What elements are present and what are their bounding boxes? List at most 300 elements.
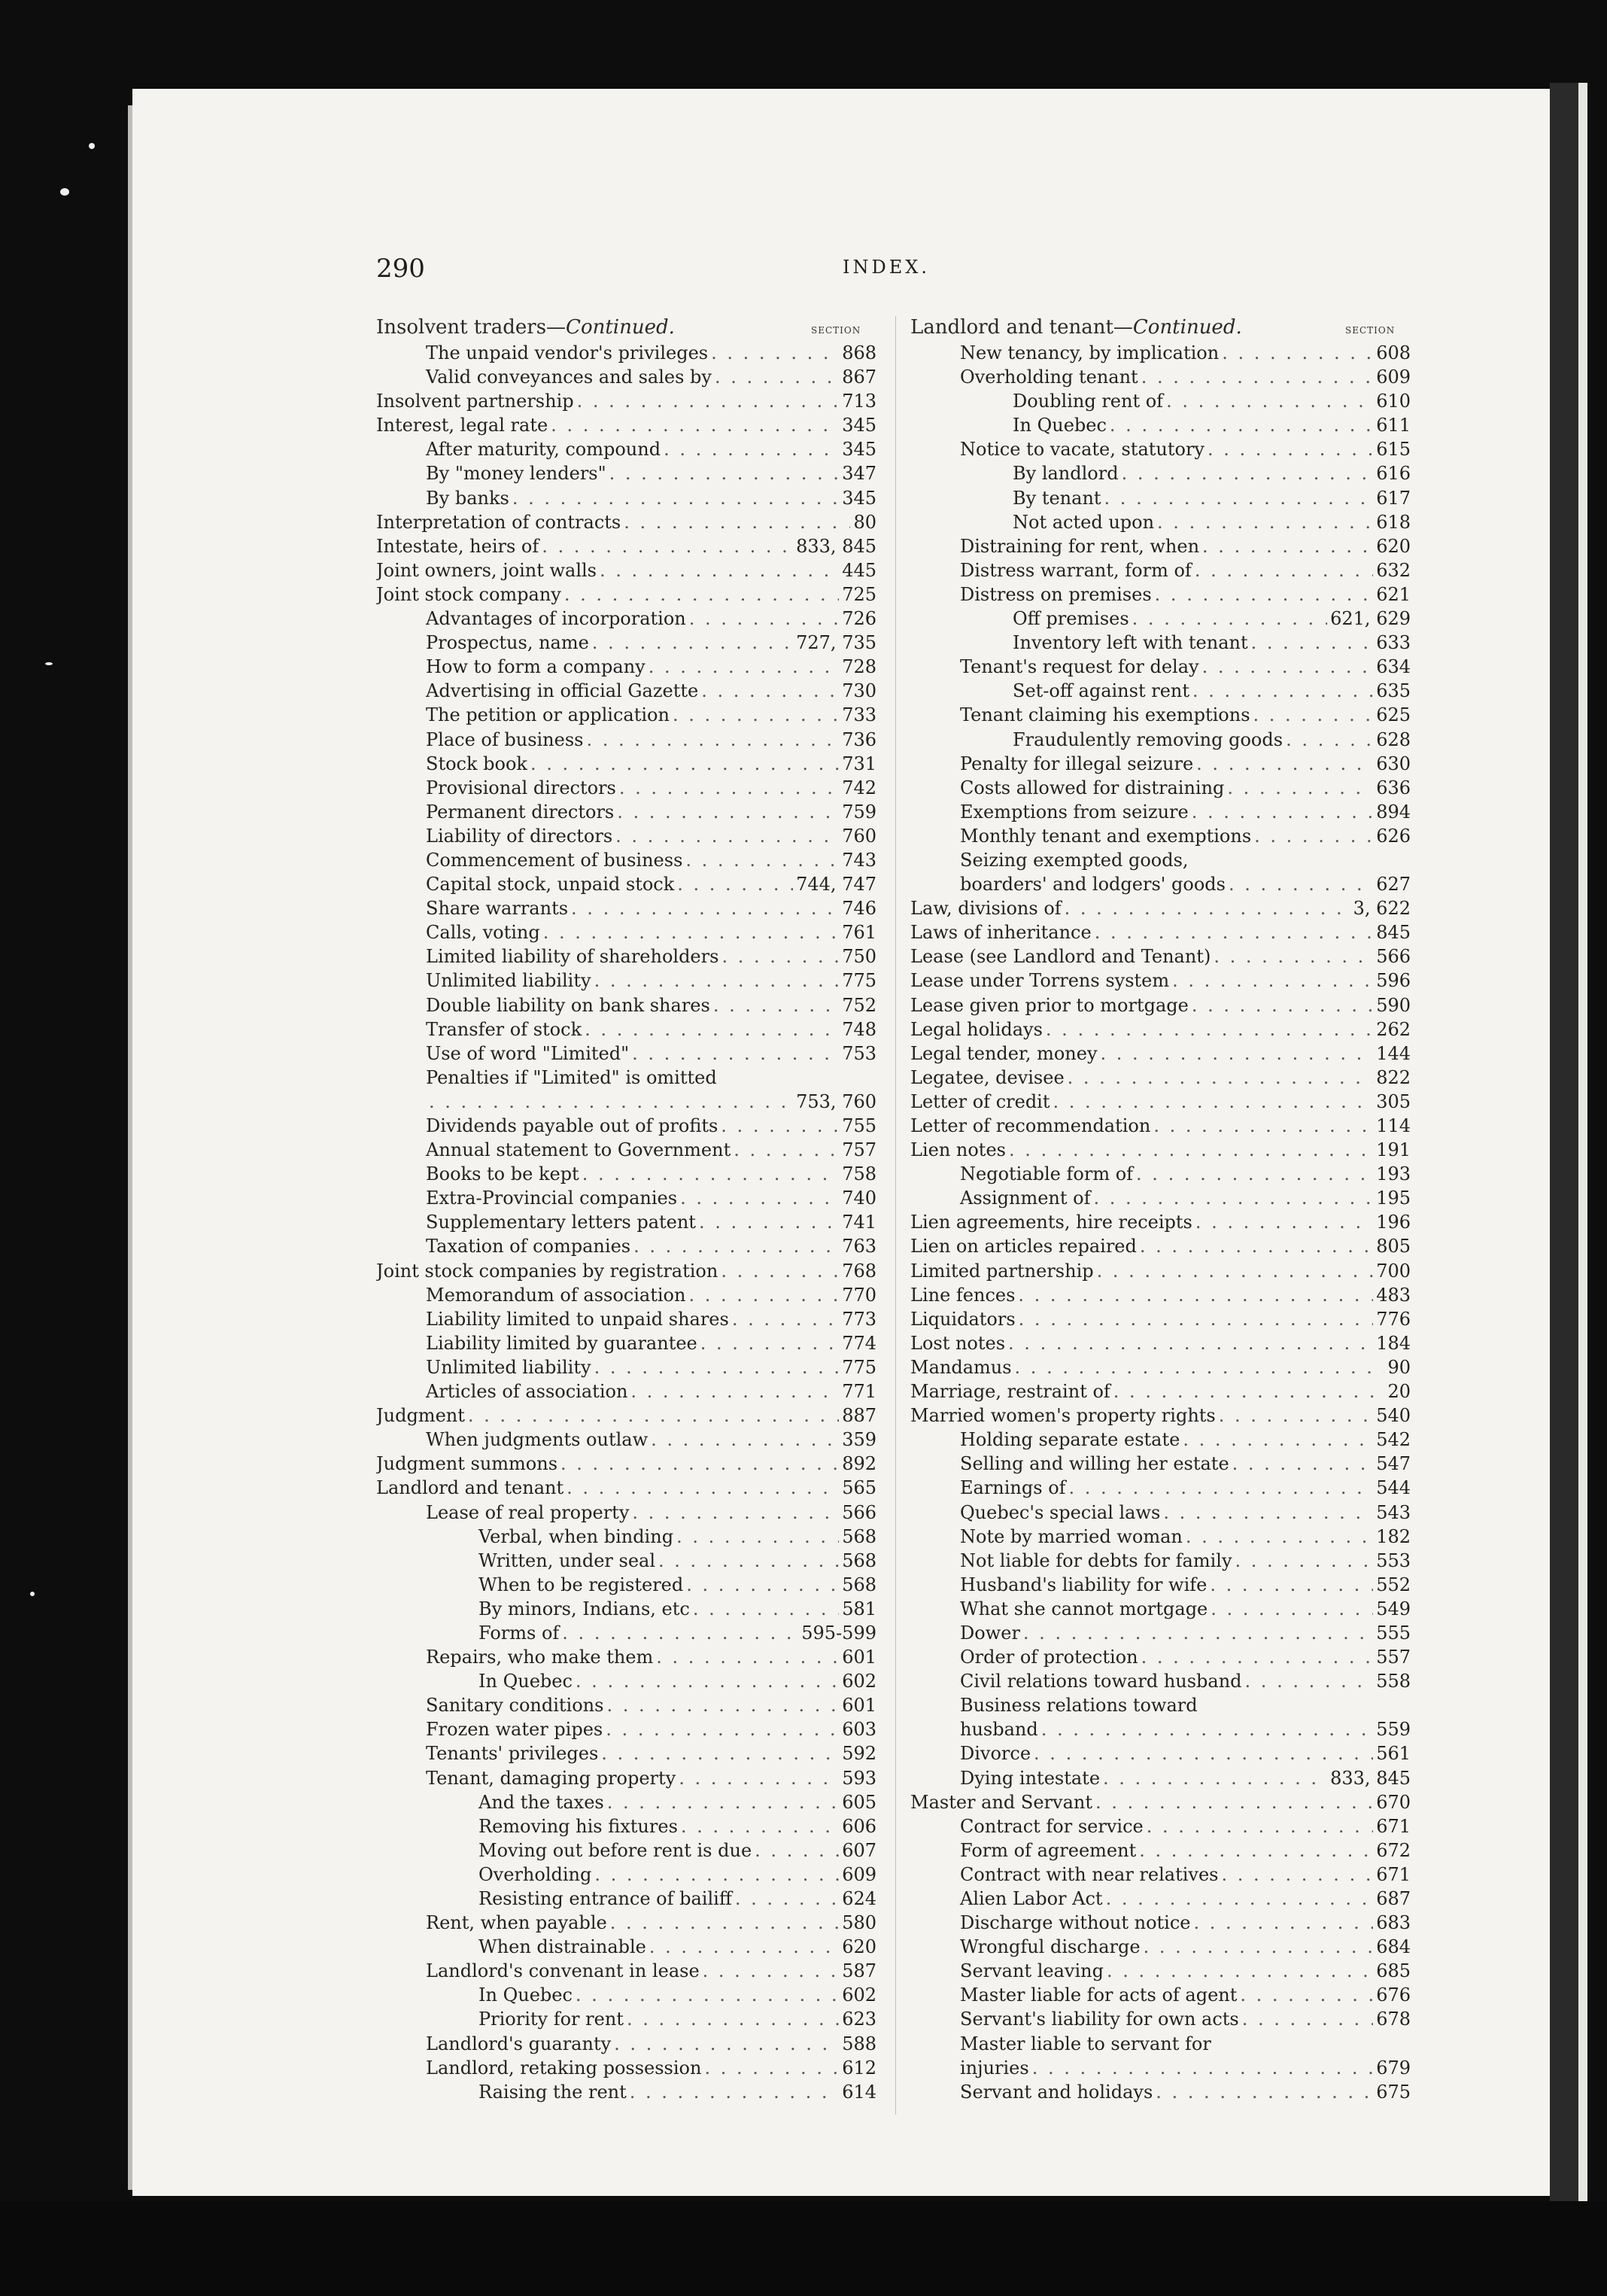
entry-label: Wrongful discharge xyxy=(960,1936,1141,1958)
leader-dots xyxy=(1107,1959,1373,1983)
entry-label: Landlord and tenant xyxy=(376,1477,564,1499)
entry-label: Law, divisions of xyxy=(910,898,1062,920)
index-entry xyxy=(910,1766,1411,1790)
section-number: 580 xyxy=(842,1912,876,1934)
index-entry xyxy=(910,341,1411,365)
entry-label: Tenant claiming his exemptions xyxy=(960,704,1250,726)
entry-label: Liability limited to unpaid shares xyxy=(426,1308,729,1330)
section-number: 770 xyxy=(842,1284,876,1306)
index-entry xyxy=(376,1983,876,2007)
index-entry xyxy=(376,848,876,872)
index-entry xyxy=(376,413,876,437)
entry-label: Liability of directors xyxy=(426,825,613,847)
dust-speck xyxy=(60,188,69,196)
index-entry xyxy=(376,1669,876,1693)
section-number: 776 xyxy=(1376,1308,1411,1330)
index-entry xyxy=(376,872,876,896)
section-number: 761 xyxy=(842,922,876,944)
leader-dots xyxy=(688,1283,839,1307)
leader-dots xyxy=(1202,534,1373,558)
entry-label: Assignment of xyxy=(960,1188,1091,1209)
page-header xyxy=(376,254,1414,284)
entry-label: Forms of xyxy=(478,1622,560,1644)
leader-dots xyxy=(1172,969,1373,993)
entry-label: Removing his fixtures xyxy=(478,1815,678,1837)
section-number: 593 xyxy=(842,1767,876,1789)
leader-dots xyxy=(1144,1935,1374,1959)
index-entry xyxy=(910,1645,1411,1669)
entry-label: Penalties if "Limited" is omitted xyxy=(426,1066,717,1088)
section-number: 345 xyxy=(842,415,876,436)
index-entry xyxy=(376,558,876,582)
right-section-label: SECTION xyxy=(1345,325,1396,336)
entry-label: Priority for rent xyxy=(478,2009,624,2030)
section-number: 581 xyxy=(842,1598,876,1619)
section-number: 740 xyxy=(842,1188,876,1209)
index-entry xyxy=(376,1476,876,1500)
leader-dots xyxy=(1240,1983,1373,2007)
index-entry xyxy=(910,365,1411,389)
index-entry xyxy=(910,2032,1411,2056)
section-number: 671 xyxy=(1376,1815,1411,1837)
leader-dots xyxy=(679,1766,839,1790)
leader-dots xyxy=(632,1501,839,1525)
entry-label: Double liability on bank shares xyxy=(426,994,710,1016)
leader-dots xyxy=(1103,1766,1327,1790)
index-entry xyxy=(910,510,1411,534)
section-number: 549 xyxy=(1376,1598,1411,1619)
entry-label: By minors, Indians, etc xyxy=(478,1598,690,1619)
leader-dots xyxy=(1222,341,1373,365)
leader-dots xyxy=(1122,461,1374,485)
index-entry xyxy=(910,993,1411,1017)
index-entry xyxy=(910,1234,1411,1258)
section-number: 566 xyxy=(1376,946,1411,968)
index-entry xyxy=(376,1597,876,1621)
entry-label: Penalty for illegal seizure xyxy=(960,753,1194,774)
leader-dots xyxy=(610,1911,839,1935)
index-entry xyxy=(910,1983,1411,2007)
leader-dots xyxy=(1153,1114,1373,1138)
entry-label: Lease under Torrens system xyxy=(910,970,1170,992)
index-entry xyxy=(910,461,1411,485)
entry-label: Written, under seal xyxy=(478,1549,656,1571)
section-number: 725 xyxy=(842,583,876,605)
entry-label: Civil relations toward husband xyxy=(960,1671,1242,1692)
section-number: 628 xyxy=(1376,728,1411,750)
entry-label: Frozen water pipes xyxy=(426,1719,603,1741)
index-entry xyxy=(910,1283,1411,1307)
leader-dots xyxy=(1110,413,1373,437)
index-entry xyxy=(910,920,1411,944)
section-number: 671 xyxy=(1376,1863,1411,1885)
entry-label: Selling and willing her estate xyxy=(960,1453,1229,1475)
entry-label: New tenancy, by implication xyxy=(960,342,1220,363)
section-number: 670 xyxy=(1376,1791,1411,1813)
section-number: 617 xyxy=(1376,487,1411,509)
section-number: 894 xyxy=(1376,801,1411,823)
section-number: 687 xyxy=(1376,1888,1411,1909)
dust-speck xyxy=(30,1592,35,1596)
section-number: 614 xyxy=(842,2081,876,2103)
entry-label: Dividends payable out of profits xyxy=(426,1115,718,1136)
right-index-column xyxy=(910,341,1411,2104)
section-number: 196 xyxy=(1376,1212,1411,1233)
leader-dots xyxy=(711,341,839,365)
index-entry xyxy=(910,1186,1411,1210)
leader-dots xyxy=(600,558,839,582)
entry-label: Letter of recommendation xyxy=(910,1115,1151,1136)
leader-dots xyxy=(701,679,839,703)
section-number: 612 xyxy=(842,2057,876,2079)
section-number: 758 xyxy=(842,1163,876,1185)
index-entry xyxy=(910,1838,1411,1863)
leader-dots xyxy=(1104,486,1374,510)
right-heading-text: Landlord and tenant— xyxy=(910,316,1133,339)
leader-dots xyxy=(1193,1911,1373,1935)
leader-dots xyxy=(1136,1162,1373,1186)
entry-label: Overholding xyxy=(478,1863,592,1885)
entry-label: Resisting entrance of bailiff xyxy=(478,1888,732,1909)
section-number: 191 xyxy=(1376,1139,1411,1161)
entry-label: Order of protection xyxy=(960,1647,1138,1668)
index-entry xyxy=(376,1234,876,1258)
index-entry xyxy=(910,607,1411,631)
entry-label: And the taxes xyxy=(478,1791,604,1813)
section-number: 559 xyxy=(1376,1719,1411,1741)
entry-label: Taxation of companies xyxy=(426,1236,631,1257)
section-number: 605 xyxy=(842,1791,876,1813)
section-number: 609 xyxy=(842,1863,876,1885)
leader-dots xyxy=(1093,1186,1373,1210)
index-entry xyxy=(376,1717,876,1741)
right-column-heading xyxy=(910,316,1242,339)
entry-label: Provisional directors xyxy=(426,777,616,798)
index-entry xyxy=(910,1717,1411,1741)
section-number: 822 xyxy=(1376,1066,1411,1088)
leader-dots xyxy=(1097,1259,1374,1283)
section-number: 603 xyxy=(842,1719,876,1741)
index-entry xyxy=(910,1887,1411,1911)
section-number: 601 xyxy=(842,1695,876,1717)
entry-label: Distress on premises xyxy=(960,583,1152,605)
index-entry xyxy=(376,1379,876,1403)
section-number: 771 xyxy=(842,1381,876,1403)
entry-label: Monthly tenant and exemptions xyxy=(960,825,1252,847)
leader-dots xyxy=(1166,389,1373,413)
section-number: 608 xyxy=(1376,342,1411,363)
leader-dots xyxy=(607,1790,839,1814)
leader-dots xyxy=(734,1138,839,1162)
section-number: 634 xyxy=(1376,656,1411,678)
index-entry xyxy=(376,1283,876,1307)
section-number: 359 xyxy=(842,1429,876,1451)
entry-label: Business relations toward xyxy=(960,1695,1198,1717)
index-entry xyxy=(376,1355,876,1379)
leader-dots xyxy=(542,534,793,558)
index-entry xyxy=(376,1307,876,1331)
section-number: 345 xyxy=(842,487,876,509)
section-number: 561 xyxy=(1376,1743,1411,1765)
left-index-column xyxy=(376,341,876,2104)
index-entry xyxy=(376,1210,876,1234)
entry-label: Joint stock companies by registration xyxy=(376,1260,718,1282)
leader-dots xyxy=(567,1476,839,1500)
entry-label: Tenants' privileges xyxy=(426,1743,599,1765)
entry-label: Distress warrant, form of xyxy=(960,559,1192,581)
leader-dots xyxy=(582,1162,839,1186)
section-number: 627 xyxy=(1376,874,1411,896)
section-number: 759 xyxy=(842,801,876,823)
index-entry xyxy=(910,558,1411,582)
entry-label: Doubling rent of xyxy=(1013,391,1164,412)
index-entry xyxy=(376,1331,876,1355)
index-entry xyxy=(376,1186,876,1210)
index-entry xyxy=(910,1403,1411,1428)
index-entry xyxy=(376,1959,876,1983)
leader-dots xyxy=(656,1645,839,1669)
section-number: 683 xyxy=(1376,1912,1411,1934)
leader-dots xyxy=(649,655,839,679)
entry-label: Extra-Provincial companies xyxy=(426,1188,678,1209)
section-number: 601 xyxy=(842,1647,876,1668)
entry-label: Not liable for debts for family xyxy=(960,1549,1232,1571)
entry-label: By tenant xyxy=(1013,487,1101,509)
section-number: 3, 622 xyxy=(1353,898,1411,920)
section-number: 685 xyxy=(1376,1960,1411,1982)
entry-label: Note by married woman xyxy=(960,1525,1183,1547)
index-entry xyxy=(910,389,1411,413)
index-entry xyxy=(910,2007,1411,2031)
leader-dots xyxy=(1147,1814,1373,1838)
leader-dots xyxy=(1032,2056,1373,2080)
section-number: 760 xyxy=(842,825,876,847)
leader-dots xyxy=(586,728,839,752)
index-entry xyxy=(910,969,1411,993)
entry-label: Tenant, damaging property xyxy=(426,1767,676,1789)
section-number: 775 xyxy=(842,1356,876,1378)
entry-label: Rent, when payable xyxy=(426,1912,607,1934)
leader-dots xyxy=(700,1331,839,1355)
index-entry xyxy=(910,944,1411,969)
left-heading-text: Insolvent traders— xyxy=(376,316,567,339)
entry-label: Dower xyxy=(960,1622,1020,1644)
section-number: 635 xyxy=(1376,680,1411,702)
index-entry xyxy=(910,728,1411,752)
book-spine xyxy=(1550,83,1578,2205)
section-number: 733 xyxy=(842,704,876,726)
section-number: 775 xyxy=(842,970,876,992)
section-number: 763 xyxy=(842,1236,876,1257)
entry-label: By banks xyxy=(426,487,509,509)
leader-dots xyxy=(755,1838,839,1863)
index-entry xyxy=(376,752,876,776)
section-number: 552 xyxy=(1376,1574,1411,1595)
entry-label: Joint stock company xyxy=(376,583,561,605)
index-entry xyxy=(910,1959,1411,1983)
leader-dots xyxy=(1018,1283,1373,1307)
section-number: 672 xyxy=(1376,1839,1411,1861)
section-number: 592 xyxy=(842,1743,876,1765)
section-number: 568 xyxy=(842,1525,876,1547)
entry-label: When distrainable xyxy=(478,1936,646,1958)
index-entry xyxy=(910,1525,1411,1549)
entry-label: The unpaid vendor's privileges xyxy=(426,342,709,363)
entry-label: Unlimited liability xyxy=(426,1356,591,1378)
entry-label: Laws of inheritance xyxy=(910,922,1092,944)
index-entry xyxy=(376,655,876,679)
leader-dots xyxy=(594,1355,840,1379)
index-entry xyxy=(376,461,876,485)
scan-background xyxy=(0,2201,1607,2296)
leader-dots xyxy=(1068,1066,1374,1090)
index-entry xyxy=(376,1403,876,1428)
index-entry xyxy=(376,1573,876,1597)
entry-label: Exemptions from seizure xyxy=(960,801,1189,823)
entry-label: The petition or application xyxy=(426,704,670,726)
entry-label: Lien agreements, hire receipts xyxy=(910,1212,1192,1233)
leader-dots xyxy=(1023,1621,1373,1645)
section-number: 676 xyxy=(1376,1984,1411,2006)
leader-dots xyxy=(1219,1403,1373,1428)
leader-dots xyxy=(1009,1138,1373,1162)
section-number: 726 xyxy=(842,608,876,630)
index-entry xyxy=(910,437,1411,461)
leader-dots xyxy=(1140,1234,1373,1258)
index-entry xyxy=(376,2007,876,2031)
entry-label: Sanitary conditions xyxy=(426,1695,604,1717)
section-number: 623 xyxy=(842,2009,876,2030)
section-number: 632 xyxy=(1376,559,1411,581)
entry-label: Landlord's convenant in lease xyxy=(426,1960,700,1982)
section-number: 773 xyxy=(842,1308,876,1330)
section-number: 743 xyxy=(842,849,876,871)
entry-label: Moving out before rent is due xyxy=(478,1839,752,1861)
section-number: 305 xyxy=(1376,1090,1411,1112)
section-number: 615 xyxy=(1376,439,1411,461)
section-number: 80 xyxy=(853,511,876,533)
left-column-heading xyxy=(376,316,675,339)
index-entry xyxy=(910,1090,1411,1114)
section-number: 602 xyxy=(842,1671,876,1692)
section-number: 727, 735 xyxy=(796,632,876,654)
entry-label: Judgment xyxy=(376,1405,465,1427)
section-number: 90 xyxy=(1387,1356,1411,1378)
entry-label: Not acted upon xyxy=(1013,511,1155,533)
leader-dots xyxy=(693,1597,839,1621)
section-number: 624 xyxy=(842,1888,876,1909)
entry-label: Servant and holidays xyxy=(960,2081,1153,2103)
section-number: 611 xyxy=(1376,415,1411,436)
index-entry xyxy=(910,486,1411,510)
entry-label: After maturity, compound xyxy=(426,439,661,461)
leader-dots xyxy=(551,413,839,437)
entry-label: Articles of association xyxy=(426,1381,628,1403)
section-number: 736 xyxy=(842,728,876,750)
leader-dots xyxy=(1253,703,1374,727)
leader-dots xyxy=(630,2080,839,2104)
index-entry xyxy=(910,1597,1411,1621)
section-number: 679 xyxy=(1376,2057,1411,2079)
entry-label: Liquidators xyxy=(910,1308,1016,1330)
entry-label: Alien Labor Act xyxy=(960,1888,1103,1909)
leader-dots xyxy=(615,824,839,848)
section-number: 713 xyxy=(842,391,876,412)
index-entry xyxy=(376,1162,876,1186)
spine-edge xyxy=(1578,83,1587,2205)
index-entry xyxy=(376,1090,876,1114)
index-entry xyxy=(376,944,876,969)
leader-dots xyxy=(594,1863,839,1887)
index-entry xyxy=(910,534,1411,558)
entry-label: Servant's liability for own acts xyxy=(960,2009,1239,2030)
leader-dots xyxy=(1208,437,1373,461)
leader-dots xyxy=(576,1983,839,2007)
index-entry xyxy=(910,872,1411,896)
leader-dots xyxy=(1229,872,1373,896)
section-number: 345 xyxy=(842,439,876,461)
left-section-label: SECTION xyxy=(811,325,861,336)
index-entry xyxy=(910,1355,1411,1379)
leader-dots xyxy=(1254,824,1373,848)
index-entry xyxy=(376,776,876,800)
entry-label: Quebec's special laws xyxy=(960,1501,1161,1523)
index-entry xyxy=(376,365,876,389)
leader-dots xyxy=(1192,679,1373,703)
section-number: 678 xyxy=(1376,2009,1411,2030)
section-number: 636 xyxy=(1376,777,1411,798)
index-entry xyxy=(910,1331,1411,1355)
index-entry xyxy=(376,1428,876,1452)
section-number: 730 xyxy=(842,680,876,702)
index-entry xyxy=(376,1911,876,1935)
entry-label: Calls, voting xyxy=(426,922,540,944)
leader-dots xyxy=(592,631,793,655)
leader-dots xyxy=(606,1693,839,1717)
leader-dots xyxy=(732,1307,839,1331)
leader-dots xyxy=(703,1959,840,1983)
index-entry xyxy=(376,510,876,534)
leader-dots xyxy=(632,1042,839,1066)
leader-dots xyxy=(1195,558,1373,582)
section-number: 540 xyxy=(1376,1405,1411,1427)
entry-label: Married women's property rights xyxy=(910,1405,1216,1427)
index-entry xyxy=(910,582,1411,607)
section-number: 752 xyxy=(842,994,876,1016)
entry-label: Earnings of xyxy=(960,1477,1066,1499)
leader-dots xyxy=(577,389,840,413)
index-entry xyxy=(910,1114,1411,1138)
index-entry xyxy=(910,1066,1411,1090)
column-divider xyxy=(895,316,896,2115)
entry-label: Advertising in official Gazette xyxy=(426,680,699,702)
entry-label: Costs allowed for distraining xyxy=(960,777,1225,798)
index-entry xyxy=(376,920,876,944)
entry-label: Liability limited by guarantee xyxy=(426,1332,697,1354)
section-number: 553 xyxy=(1376,1549,1411,1571)
index-entry xyxy=(910,1741,1411,1765)
entry-label: By "money lenders" xyxy=(426,463,606,485)
leader-dots xyxy=(658,1549,839,1573)
section-number: 606 xyxy=(842,1815,876,1837)
leader-dots xyxy=(713,993,839,1017)
section-number: 445 xyxy=(842,559,876,581)
leader-dots xyxy=(1232,1452,1374,1476)
entry-label: When judgments outlaw xyxy=(426,1429,649,1451)
entry-label: Master and Servant xyxy=(910,1791,1092,1813)
entry-label: When to be registered xyxy=(478,1574,684,1595)
index-entry xyxy=(910,1621,1411,1645)
